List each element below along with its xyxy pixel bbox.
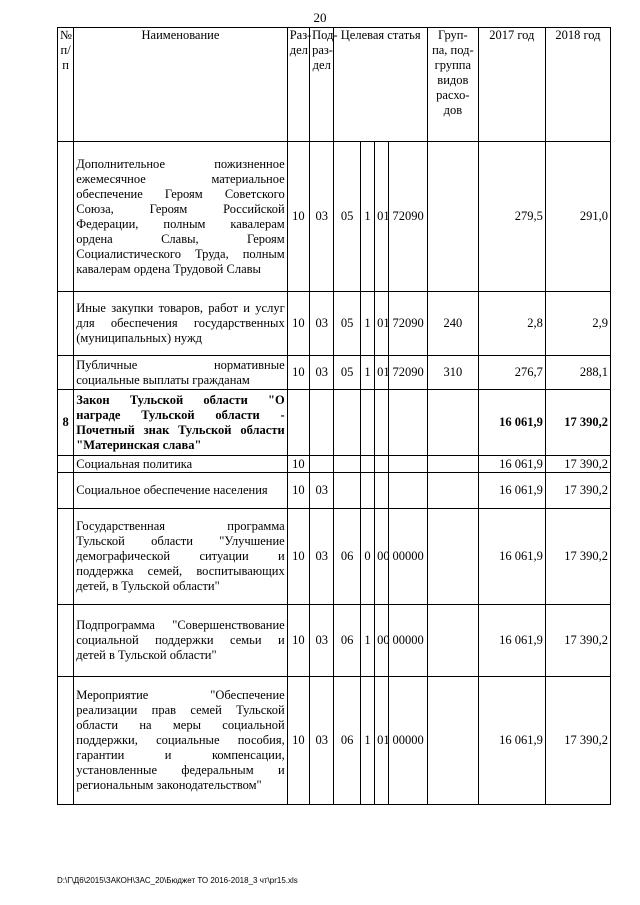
row-subsection: 03 [310, 356, 334, 390]
row-subsection: 03 [310, 292, 334, 356]
row-target-event [375, 390, 389, 456]
row-amount-2018: 17 390,2 [545, 509, 610, 605]
row-subsection: 03 [310, 677, 334, 805]
row-target-subprogram [360, 390, 374, 456]
row-subsection: 03 [310, 605, 334, 677]
table-row [58, 292, 611, 356]
row-target-subprogram [360, 456, 374, 473]
row-name: Подпрограмма "Совершенствование социальной поддержки семьи и детей в Тульской области" [74, 605, 287, 677]
row-number [58, 292, 74, 356]
row-name: Публичные нормативные социальные выплаты гражданам [74, 356, 287, 390]
row-target-event: 00 [375, 605, 389, 677]
row-target-subprogram [360, 473, 374, 509]
row-name: Социальное обеспечение населения [74, 473, 287, 509]
table-row [58, 456, 611, 473]
row-expense-group [427, 390, 478, 456]
row-number [58, 509, 74, 605]
row-name: Иные закупки товаров, работ и услуг для обеспечения государственных (муниципальных) нужд [74, 292, 287, 356]
row-amount-2018: 2,9 [545, 292, 610, 356]
row-amount-2017: 279,5 [478, 142, 545, 292]
row-section: 10 [287, 456, 309, 473]
row-target-direction: 72090 [389, 142, 428, 292]
row-target-event: 01 [375, 292, 389, 356]
row-section: 10 [287, 292, 309, 356]
row-amount-2017: 2,8 [478, 292, 545, 356]
row-amount-2018: 17 390,2 [545, 473, 610, 509]
row-section: 10 [287, 473, 309, 509]
row-expense-group [427, 509, 478, 605]
table-row [58, 509, 611, 605]
row-expense-group [427, 605, 478, 677]
row-target-program: 06 [334, 605, 360, 677]
header-subsection: Под- раз- дел [310, 28, 334, 142]
header-name: Наименование [74, 28, 287, 142]
row-target-direction: 72090 [389, 292, 428, 356]
row-section: 10 [287, 677, 309, 805]
row-target-subprogram: 1 [360, 142, 374, 292]
row-amount-2018: 17 390,2 [545, 605, 610, 677]
row-target-direction: 72090 [389, 356, 428, 390]
row-subsection: 03 [310, 142, 334, 292]
row-number [58, 142, 74, 292]
row-target-event: 00 [375, 509, 389, 605]
row-target-subprogram: 1 [360, 605, 374, 677]
row-expense-group: 240 [427, 292, 478, 356]
row-amount-2017: 276,7 [478, 356, 545, 390]
table-row [58, 142, 611, 292]
row-expense-group [427, 142, 478, 292]
row-subsection [310, 456, 334, 473]
row-amount-2018: 17 390,2 [545, 456, 610, 473]
row-amount-2018: 291,0 [545, 142, 610, 292]
budget-table [57, 27, 611, 805]
row-number [58, 677, 74, 805]
row-expense-group: 310 [427, 356, 478, 390]
row-number [58, 356, 74, 390]
row-amount-2017: 16 061,9 [478, 473, 545, 509]
row-target-program: 06 [334, 509, 360, 605]
row-name: Социальная политика [74, 456, 287, 473]
row-target-program [334, 473, 360, 509]
header-target-article: Целевая статья [334, 28, 428, 142]
row-target-program: 05 [334, 356, 360, 390]
row-target-direction: 00000 [389, 677, 428, 805]
row-number [58, 605, 74, 677]
row-target-program: 05 [334, 142, 360, 292]
row-amount-2018: 17 390,2 [545, 390, 610, 456]
row-subsection: 03 [310, 509, 334, 605]
row-target-program [334, 390, 360, 456]
row-amount-2017: 16 061,9 [478, 456, 545, 473]
row-expense-group [427, 677, 478, 805]
row-target-program: 06 [334, 677, 360, 805]
row-name: Закон Тульской области "О награде Тульской области - Почетный знак Тульской области "Материнская слава" [74, 390, 287, 456]
table-row [58, 473, 611, 509]
header-number: № п/ п [58, 28, 74, 142]
row-target-subprogram: 1 [360, 356, 374, 390]
header-year-2017: 2017 год [478, 28, 545, 142]
row-amount-2017: 16 061,9 [478, 677, 545, 805]
row-target-direction: 00000 [389, 509, 428, 605]
table-row [58, 677, 611, 805]
row-amount-2017: 16 061,9 [478, 390, 545, 456]
row-subsection: 03 [310, 473, 334, 509]
row-target-subprogram: 1 [360, 677, 374, 805]
row-section: 10 [287, 356, 309, 390]
row-section: 10 [287, 509, 309, 605]
row-target-event: 01 [375, 142, 389, 292]
row-expense-group [427, 473, 478, 509]
row-expense-group [427, 456, 478, 473]
row-target-event [375, 473, 389, 509]
row-target-program [334, 456, 360, 473]
row-section [287, 390, 309, 456]
row-target-event [375, 456, 389, 473]
row-amount-2017: 16 061,9 [478, 509, 545, 605]
row-name: Дополнительное пожизненное ежемесячное материальное обеспечение Героям Советского Союза, Героям Российской Федерации, полным кавалерам ордена Славы, Героям Социалистического Труда, полным кавалерам ордена Трудовой Славы [74, 142, 287, 292]
row-number [58, 473, 74, 509]
row-target-event: 01 [375, 677, 389, 805]
row-amount-2018: 288,1 [545, 356, 610, 390]
row-target-event: 01 [375, 356, 389, 390]
row-target-subprogram: 1 [360, 292, 374, 356]
row-number: 8 [58, 390, 74, 456]
table-row [58, 356, 611, 390]
row-section: 10 [287, 142, 309, 292]
table-row [58, 605, 611, 677]
table-header-row [58, 28, 611, 142]
header-expense-group: Груп- па, под- группа видов расхо- дов [427, 28, 478, 142]
footer-file-path: D:\Г\Д6\2015\ЗАКОН\ЗАС_20\Бюджет ТО 2016-2018_3 чт\pr15.xls [57, 876, 298, 885]
row-section: 10 [287, 605, 309, 677]
row-target-direction [389, 390, 428, 456]
row-name: Мероприятие "Обеспечение реализации прав семей Тульской области на меры социальной поддержки, социальные пособия, гарантии и компенсации, установленные федеральным и региональным законодательством" [74, 677, 287, 805]
row-target-direction [389, 456, 428, 473]
row-target-direction: 00000 [389, 605, 428, 677]
page-number: 20 [313, 10, 327, 25]
header-section: Раз- дел [287, 28, 309, 142]
row-number [58, 456, 74, 473]
row-target-subprogram: 0 [360, 509, 374, 605]
row-amount-2017: 16 061,9 [478, 605, 545, 677]
row-amount-2018: 17 390,2 [545, 677, 610, 805]
header-year-2018: 2018 год [545, 28, 610, 142]
row-subsection [310, 390, 334, 456]
row-name: Государственная программа Тульской области "Улучшение демографической ситуации и поддержка семей, воспитывающих детей, в Тульской области" [74, 509, 287, 605]
row-target-program: 05 [334, 292, 360, 356]
row-target-direction [389, 473, 428, 509]
table-row [58, 390, 611, 456]
